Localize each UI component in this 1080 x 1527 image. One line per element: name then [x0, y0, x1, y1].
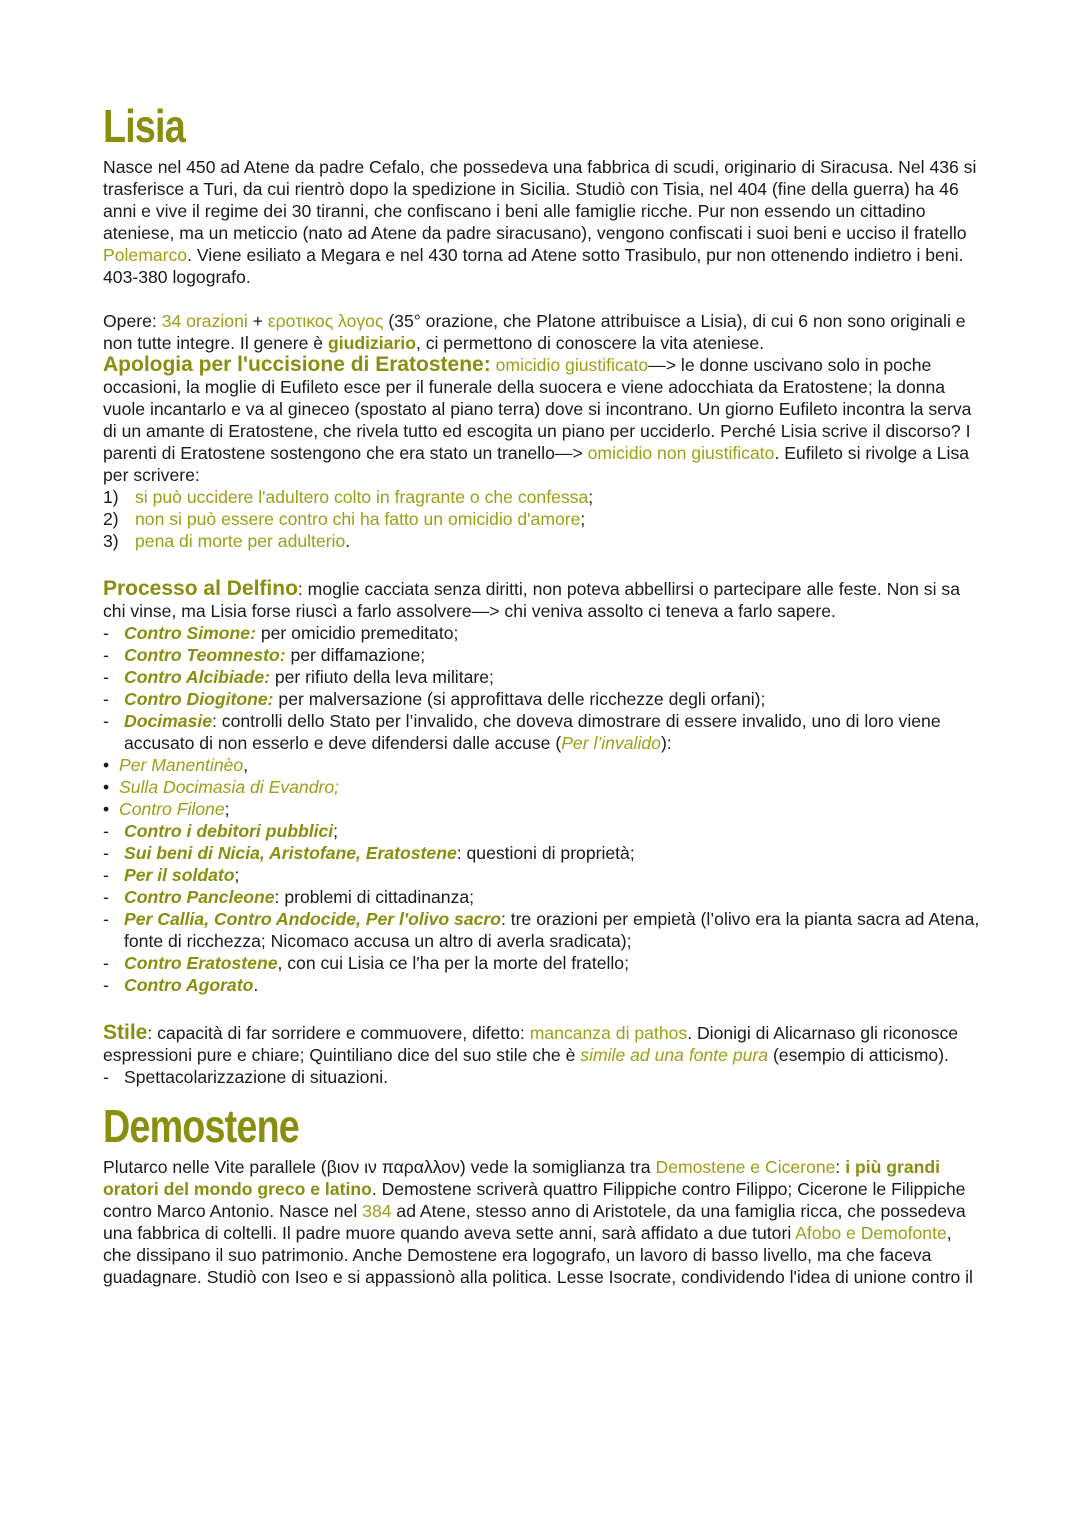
- list-item: [103, 688, 983, 710]
- dash-marker: -: [103, 1067, 109, 1087]
- stile-text: . Dionigi di Alicarnaso gli riconosce espressioni pure e chiare; Quintiliano dice del suo stile che è: [103, 1023, 959, 1065]
- opere-genre: giudiziario: [327, 333, 416, 353]
- opere-highlight: 34 orazioni: [161, 311, 248, 331]
- lisia-stile: [103, 1022, 983, 1066]
- oration-desc: .: [253, 975, 259, 995]
- dash-marker: -: [103, 667, 109, 687]
- point-text: pena di morte per adulterio: [135, 531, 346, 551]
- dash-marker: -: [103, 711, 109, 731]
- oration-desc: per malversazione (si approfittava delle ricchezze degli orfani);: [273, 689, 766, 709]
- oration-desc: : controlli dello Stato per l’invalido, che doveva dimostrare di essere invalido, uno di loro viene accusato di non esserlo e deve difendersi dalle accuse (: [124, 711, 941, 753]
- oration-title: Per il soldato: [124, 865, 235, 885]
- demostene-year: 384: [362, 1201, 392, 1221]
- list-item: [103, 952, 983, 974]
- list-item: [103, 886, 983, 908]
- point-text: non si può essere contro chi ha fatto un omicidio d'amore: [135, 509, 581, 529]
- list-item: [103, 508, 983, 530]
- opere-text: Opere:: [103, 311, 162, 331]
- demostene-body: ad Atene, stesso anno di Aristotele, da una famiglia ricca, che possedeva una fabbrica di coltelli. Il padre muore quando aveva sette anni, sarà affidato a due tutori: [103, 1201, 966, 1243]
- demostene-body: Plutarco nelle Vite parallele (βιον ιν παραλλον) vede la somiglianza tra: [103, 1157, 656, 1177]
- dash-marker: -: [103, 843, 109, 863]
- bullet-marker: •: [103, 777, 110, 797]
- dash-marker: -: [103, 975, 109, 995]
- opere-text: +: [247, 311, 268, 331]
- oration-desc: per diffamazione;: [285, 645, 426, 665]
- oration-title: Docimasie: [124, 711, 213, 731]
- oration-title: Contro i debitori pubblici: [124, 821, 334, 841]
- stile-highlight: mancanza di pathos: [529, 1023, 688, 1043]
- list-item: [103, 776, 983, 798]
- oration-title: Per Callia, Contro Andocide, Per l'olivo sacro: [124, 909, 502, 929]
- oration-title: Contro Filone: [119, 799, 225, 819]
- opere-text: (35° orazione, che Platone attribuisce a Lisia), di cui 6 non sono originali e non tutte integre. Il genere è: [103, 311, 966, 353]
- oration-ref: Per l’invalido: [561, 733, 661, 753]
- stile-heading: Stile: [103, 1021, 148, 1044]
- list-item: [103, 644, 983, 666]
- oration-desc: : problemi di cittadinanza;: [274, 887, 475, 907]
- list-item: [103, 864, 983, 886]
- oration-desc: , con cui Lisia ce l'ha per la morte del fratello;: [277, 953, 629, 973]
- demostene-body: , che dissipano il suo patrimonio. Anche Demostene era logografo, un lavoro di basso livello, ma che faceva guadagnare. Studiò con Iseo e si appassionò alla politica. Lesse Isocrate, condividendo l'idea di unione contro il: [103, 1223, 973, 1287]
- dash-marker: -: [103, 645, 109, 665]
- oration-desc: per omicidio premeditato;: [255, 623, 459, 643]
- oration-desc: ;: [224, 799, 230, 819]
- list-item: [103, 820, 983, 842]
- bullet-marker: •: [103, 799, 110, 819]
- dash-marker: -: [103, 689, 109, 709]
- list-item: [103, 908, 983, 952]
- list-item: [103, 666, 983, 688]
- document-content: [103, 100, 983, 1288]
- demostene-text: [103, 1156, 983, 1288]
- opere-text: , ci permettono di conoscere la vita ateniese.: [415, 333, 765, 353]
- lisia-bio: [103, 156, 983, 288]
- oration-title: Sui beni di Nicia, Aristofane, Eratostene: [124, 843, 457, 863]
- bio-text: . Viene esiliato a Megara e nel 430 torna ad Atene sotto Trasibulo, pur non ottenendo indietro i beni. 403-380 logografo.: [103, 245, 964, 287]
- list-item: [103, 798, 983, 820]
- oration-desc: : questioni di proprietà;: [456, 843, 635, 863]
- lisia-opere: [103, 310, 983, 354]
- opere-greek: ερoτικος λογος: [267, 311, 384, 331]
- list-item: [103, 754, 983, 776]
- bullet-marker: •: [103, 755, 110, 775]
- orations-list: [103, 622, 983, 996]
- list-number: 3): [103, 531, 119, 551]
- stile-quote: simile ad una fonte pura: [580, 1045, 769, 1065]
- list-item: [103, 842, 983, 864]
- oration-title: Sulla Docimasia di Evandro;: [119, 777, 340, 797]
- oration-desc: per rifiuto della leva militare;: [269, 667, 494, 687]
- apologia-text: . Eufileto si rivolge a Lisa per scrivere:: [103, 443, 970, 485]
- dash-marker: -: [103, 865, 109, 885]
- list-item: [103, 1066, 983, 1088]
- list-item: [103, 710, 983, 754]
- processo-heading: Processo al Delfino: [103, 577, 298, 600]
- oration-desc: : tre orazioni per empietà (l’olivo era la pianta sacra ad Atena, fonte di ricchezza; Nicomaco accusa un altro di averla sradicata);: [124, 909, 980, 951]
- demostene-highlight: Demostene e Cicerone: [655, 1157, 836, 1177]
- stile-list: [103, 1066, 983, 1088]
- list-item: [103, 622, 983, 644]
- stile-text: : capacità di far sorridere e commuovere, difetto:: [147, 1023, 530, 1043]
- dash-marker: -: [103, 953, 109, 973]
- lisia-apologia: [103, 354, 983, 486]
- apologia-heading: Apologia per l'uccisione di Eratostene:: [103, 353, 491, 376]
- demostene-body: . Demostene scriverà quattro Filippiche contro Filippo; Cicerone le Filippiche contro Marco Antonio. Nasce nel: [103, 1179, 966, 1221]
- oration-title: Contro Simone:: [124, 623, 256, 643]
- list-item: [103, 530, 983, 552]
- oration-desc: ,: [243, 755, 249, 775]
- bio-text: Nasce nel 450 ad Atene da padre Cefalo, che possedeva una fabbrica di scudi, originario di Siracusa. Nel 436 si trasferisce a Turi, da cui rientrò dopo la spedizione in Sicilia. Studiò con Tisia, nel 404 (fine della guerra) ha 46 anni e vive il regime dei 30 tiranni, che confiscano i beni alle famiglie ricche. Pur non essendo un cittadino ateniese, ma un meticcio (nato ad Atene da padre siracusano), vengono confiscati i suoi beni e ucciso il fratello: [103, 157, 977, 243]
- oration-desc: ):: [660, 733, 672, 753]
- stile-point: Spettacolarizzazione di situazioni.: [124, 1067, 389, 1087]
- oration-title: Contro Diogitone:: [124, 689, 274, 709]
- lisia-title: Lisia: [103, 100, 185, 152]
- list-item: [103, 974, 983, 996]
- list-number: 2): [103, 509, 119, 529]
- list-number: 1): [103, 487, 119, 507]
- oration-desc: ;: [333, 821, 339, 841]
- list-item: [103, 486, 983, 508]
- apologia-highlight: omicidio giustificato: [495, 355, 649, 375]
- stile-text: (esempio di atticismo).: [768, 1045, 949, 1065]
- apologia-highlight: omicidio non giustificato: [587, 443, 775, 463]
- oration-desc: ;: [234, 865, 240, 885]
- demostene-bold: i più grandi oratori del mondo greco e latino: [103, 1157, 940, 1199]
- point-end: .: [345, 531, 351, 551]
- demostene-title: Demostene: [103, 1100, 299, 1152]
- point-end: ;: [580, 509, 586, 529]
- point-text: si può uccidere l'adultero colto in fragrante o che confessa: [135, 487, 589, 507]
- dash-marker: -: [103, 623, 109, 643]
- lisia-processo: [103, 578, 983, 622]
- oration-title: Contro Pancleone: [124, 887, 275, 907]
- processo-text: : moglie cacciata senza diritti, non poteva abbellirsi o partecipare alle feste. Non si sa chi vinse, ma Lisia forse riuscì a farlo assolvere—> chi veniva assolto ci teneva a farlo sapere.: [103, 579, 960, 621]
- oration-title: Contro Eratostene: [124, 953, 278, 973]
- apologia-text: —> le donne uscivano solo in poche occasioni, la moglie di Eufileto esce per il funerale della suocera e viene adocchiata da Eratostene; la donna vuole incantarlo e va al gineceo (spostato al piano terra) dove si incontrano. Un giorno Eufileto incontra la serva di un amante di Eratostene, che rivela tutto ed escogita un piano per ucciderlo. Perché Lisia scrive il discorso? I parenti di Eratostene sostengono che era stato un tranello—>: [103, 355, 972, 463]
- dash-marker: -: [103, 821, 109, 841]
- demostene-body: :: [835, 1157, 846, 1177]
- oration-title: Contro Agorato: [124, 975, 254, 995]
- oration-title: Per Manentinèo: [119, 755, 244, 775]
- oration-title: Contro Alcibiade:: [124, 667, 270, 687]
- demostene-highlight: Afobo e Demofonte: [795, 1223, 947, 1243]
- apologia-points: [103, 486, 983, 552]
- point-end: ;: [588, 487, 594, 507]
- bio-highlight: Polemarco: [103, 245, 188, 265]
- dash-marker: -: [103, 887, 109, 907]
- dash-marker: -: [103, 909, 109, 929]
- oration-title: Contro Teomnesto:: [124, 645, 286, 665]
